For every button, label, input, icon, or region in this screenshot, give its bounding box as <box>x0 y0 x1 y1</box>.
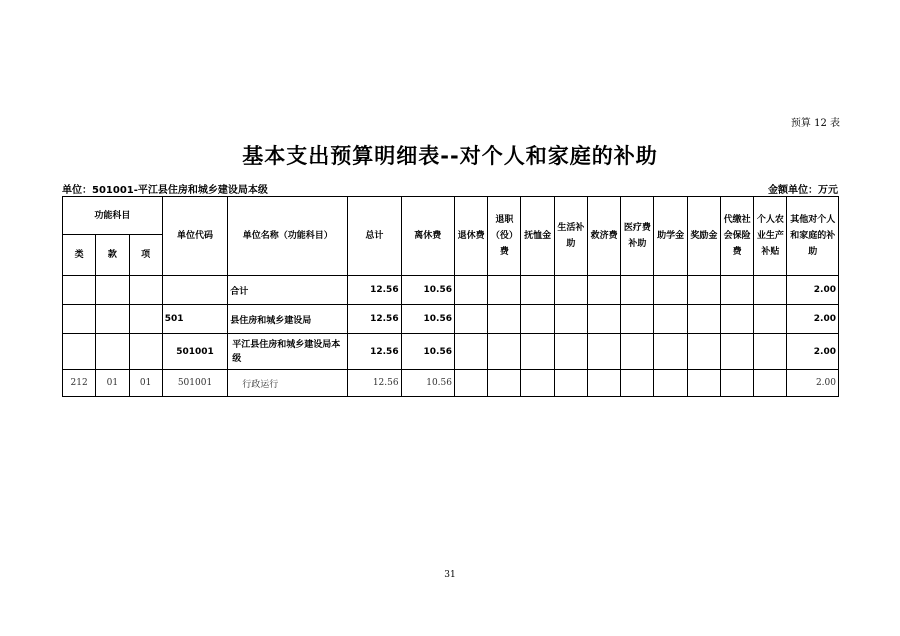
xiang-cell <box>129 276 162 305</box>
empty-cell <box>554 370 587 397</box>
total-cell: 12.56 <box>348 276 401 305</box>
total-cell: 12.56 <box>348 370 401 397</box>
table-row <box>63 276 839 305</box>
kuan-header: 款 <box>96 235 129 276</box>
name-cell: 平江县住房和城乡建设局本级 <box>228 334 348 370</box>
kuan-cell: 01 <box>96 370 129 397</box>
empty-cell <box>521 370 554 397</box>
empty-cell <box>454 276 487 305</box>
unit-code-header: 单位代码 <box>162 197 228 276</box>
lei-cell <box>63 305 96 334</box>
empty-cell <box>754 370 787 397</box>
table-row <box>63 305 839 334</box>
empty-cell <box>587 370 620 397</box>
budget-table <box>62 196 839 397</box>
kuan-cell <box>96 276 129 305</box>
form-number: 预算 12 表 <box>790 118 840 129</box>
other-cell: 2.00 <box>787 370 839 397</box>
empty-cell <box>687 305 720 334</box>
lei-cell: 212 <box>63 370 96 397</box>
empty-cell <box>621 276 654 305</box>
code-cell: 501001 <box>162 334 228 370</box>
empty-cell <box>521 276 554 305</box>
total-header: 总计 <box>348 197 401 276</box>
empty-cell <box>488 334 521 370</box>
xiang-cell <box>129 305 162 334</box>
total-cell: 12.56 <box>348 305 401 334</box>
empty-cell <box>587 276 620 305</box>
total-cell: 12.56 <box>348 334 401 370</box>
xiang-header: 项 <box>129 235 162 276</box>
other-cell: 2.00 <box>787 305 839 334</box>
lixiu-header: 离休费 <box>401 197 454 276</box>
empty-cell <box>621 370 654 397</box>
tuizhi-header: 退职（役）费 <box>488 197 521 276</box>
kuan-cell <box>96 305 129 334</box>
name-cell: 行政运行 <box>228 370 348 397</box>
empty-cell <box>454 370 487 397</box>
empty-cell <box>587 334 620 370</box>
page-title: 基本支出预算明细表--对个人和家庭的补助 <box>242 144 658 168</box>
empty-cell <box>687 276 720 305</box>
code-cell <box>162 276 228 305</box>
func-subject-header: 功能科目 <box>63 197 163 235</box>
shenghuo-header: 生活补助 <box>554 197 587 276</box>
other-header: 其他对个人和家庭的补助 <box>787 197 839 276</box>
empty-cell <box>687 334 720 370</box>
empty-cell <box>720 370 753 397</box>
header-row-1 <box>63 197 839 235</box>
empty-cell <box>587 305 620 334</box>
xiang-cell: 01 <box>129 370 162 397</box>
daijiao-header: 代缴社会保险费 <box>720 197 753 276</box>
table-row <box>63 334 839 370</box>
lixiu-cell: 10.56 <box>401 334 454 370</box>
tuixiu-header: 退休费 <box>454 197 487 276</box>
empty-cell <box>554 334 587 370</box>
empty-cell <box>720 276 753 305</box>
empty-cell <box>554 305 587 334</box>
jiangli-header: 奖励金 <box>687 197 720 276</box>
unit-label: 单位：501001-平江县住房和城乡建设局本级 <box>62 185 268 196</box>
money-unit: 金额单位：万元 <box>768 185 838 196</box>
empty-cell <box>654 334 687 370</box>
name-cell: 合计 <box>228 276 348 305</box>
kuan-cell <box>96 334 129 370</box>
lixiu-cell: 10.56 <box>401 305 454 334</box>
empty-cell <box>654 370 687 397</box>
empty-cell <box>654 276 687 305</box>
empty-cell <box>554 276 587 305</box>
empty-cell <box>687 370 720 397</box>
empty-cell <box>488 276 521 305</box>
name-cell: 县住房和城乡建设局 <box>228 305 348 334</box>
empty-cell <box>720 334 753 370</box>
other-cell: 2.00 <box>787 276 839 305</box>
empty-cell <box>754 334 787 370</box>
nongye-header: 个人农业生产补贴 <box>754 197 787 276</box>
lei-header: 类 <box>63 235 96 276</box>
unit-name-header: 单位名称（功能科目） <box>228 197 348 276</box>
table-row <box>63 370 839 397</box>
xiang-cell <box>129 334 162 370</box>
empty-cell <box>621 305 654 334</box>
page-number: 31 <box>444 570 456 580</box>
fuxu-header: 抚恤金 <box>521 197 554 276</box>
yiliao-header: 医疗费补助 <box>621 197 654 276</box>
lei-cell <box>63 334 96 370</box>
empty-cell <box>654 305 687 334</box>
empty-cell <box>754 305 787 334</box>
zhuxue-header: 助学金 <box>654 197 687 276</box>
empty-cell <box>488 305 521 334</box>
empty-cell <box>720 305 753 334</box>
empty-cell <box>521 334 554 370</box>
code-cell: 501001 <box>162 370 228 397</box>
empty-cell <box>488 370 521 397</box>
jiuji-header: 救济费 <box>587 197 620 276</box>
lei-cell <box>63 276 96 305</box>
empty-cell <box>454 305 487 334</box>
lixiu-cell: 10.56 <box>401 370 454 397</box>
lixiu-cell: 10.56 <box>401 276 454 305</box>
empty-cell <box>521 305 554 334</box>
other-cell: 2.00 <box>787 334 839 370</box>
empty-cell <box>754 276 787 305</box>
empty-cell <box>621 334 654 370</box>
code-cell: 501 <box>162 305 228 334</box>
empty-cell <box>454 334 487 370</box>
